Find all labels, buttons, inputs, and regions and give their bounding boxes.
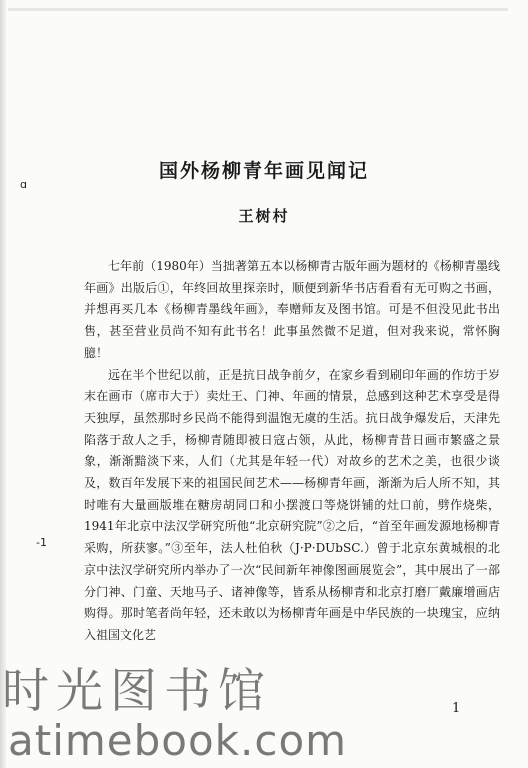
paragraph-1: 七年前（1980年）当拙著第五本以杨柳青古版年画为题材的《杨柳青墨线年画》出版后①，年终回故里探亲时，顺便到新华书店看看有无可购之书画，并想再买几本《杨柳青墨线年画》，奉赠师友及图书馆。可是不但没见此书出售，甚至营业员尚不知有此书名！此事虽然微不足道，但对我来说，常怀胸臆！ — [84, 259, 500, 360]
article-title: 国外杨柳青年画见闻记 — [158, 160, 369, 182]
article-author: 王树村 — [238, 207, 290, 225]
page-number: 1 — [452, 701, 461, 716]
watermark-site-name: 时光图书馆 — [2, 664, 272, 719]
scan-edge-shadow — [0, 0, 6, 768]
margin-mark-lower: -1 — [36, 536, 47, 549]
watermark — [0, 654, 528, 768]
margin-mark-upper: ɑ — [20, 178, 27, 191]
watermark-url: atimebook.com — [8, 716, 348, 765]
article-body — [84, 256, 500, 647]
paragraph-2: 远在半个世纪以前，正是抗日战争前夕，在家乡看到刷印年画的作坊于岁末在画市（席市大于）卖灶王、门神、年画的情景，总感到这种艺术享受是得天独厚，虽然那时乡民尚不能得到温饱无虞的生活。抗日战争爆发后，天津先陷落于敌人之手，杨柳青随即被日寇占领，从此，杨柳青昔日画市繁盛之景象，渐渐黯淡下来，人们（尤其是年轻一代）对故乡的艺术之美，也很少谈及，数百年发展下来的祖国民间艺术——杨柳青年画，渐渐为后人所不知，其时唯有大量画版堆在糖房胡同口和小摆渡口等烧饼铺的灶口前，劈作烧柴，1941年北京中法汉学研究所他“北京研究院”②之后，“首至年画发源地杨柳青采购，所获寥。”③至年，法人杜伯秋（J·P·DUbSC.）曾于北京东黄城根的北京中法汉学研究所内举办了一次“民间新年神像图画展览会”，其中展出了一部分门神、门童、天地马子、诸神像等，皆系从杨柳青和北京打磨厂戴廉增画店购得。那时笔者尚年轻，还未敢以为杨柳青年画是中华民族的一块瑰宝，应纳入祖国文化艺 — [84, 367, 500, 642]
scan-top-band — [8, 8, 508, 11]
